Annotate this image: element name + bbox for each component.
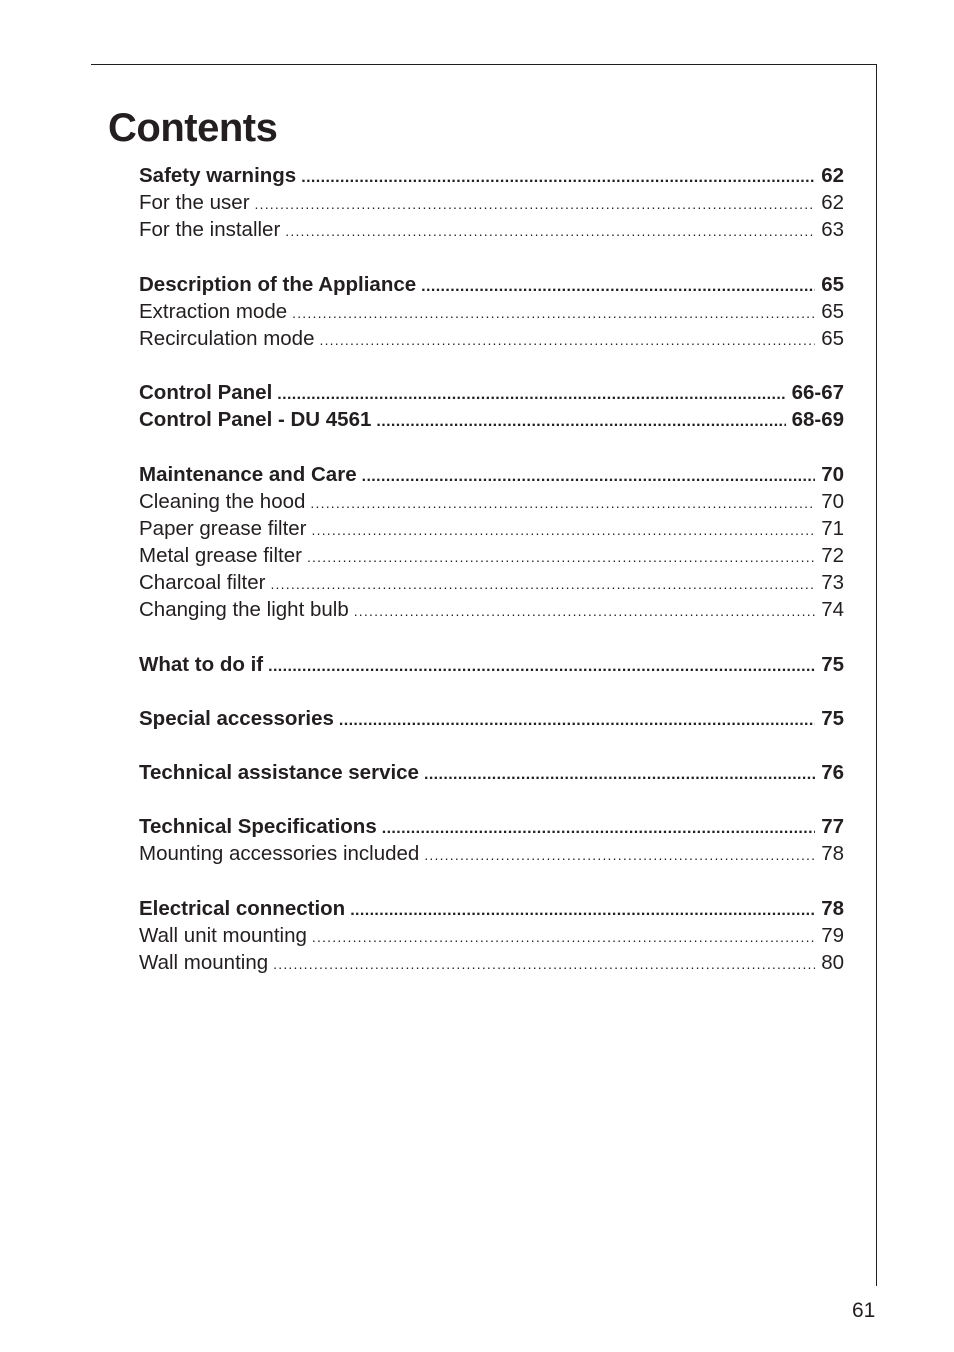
toc-subentry[interactable] xyxy=(139,842,844,869)
toc-heading-entry[interactable] xyxy=(139,408,844,435)
toc-entry-page: 62 xyxy=(821,164,844,187)
toc-heading-entry[interactable] xyxy=(139,164,844,191)
toc-heading-entry[interactable] xyxy=(139,707,844,734)
toc-subentry[interactable] xyxy=(139,327,844,354)
top-rule xyxy=(91,64,877,65)
toc-entry-label: Technical assistance service xyxy=(139,761,419,784)
dot-leader xyxy=(301,169,815,187)
toc-subentry[interactable] xyxy=(139,517,844,544)
toc-entry-page: 65 xyxy=(821,272,844,296)
dot-leader xyxy=(354,603,815,619)
toc-section xyxy=(139,164,844,246)
toc-entry-page: 75 xyxy=(821,706,844,730)
toc-section xyxy=(139,381,844,435)
toc-subentry[interactable] xyxy=(139,218,844,245)
dot-leader xyxy=(424,847,815,863)
toc-entry-label: Charcoal filter xyxy=(139,571,266,595)
toc-entry-label: Paper grease filter xyxy=(139,516,307,540)
toc-entry-label: Mounting accessories included xyxy=(139,842,420,866)
dot-leader xyxy=(424,766,815,784)
toc-entry-label: For the installer xyxy=(139,218,281,242)
toc-entry-label: Recirculation mode xyxy=(139,326,315,350)
toc-entry-label: Technical Specifications xyxy=(139,815,377,839)
page-title: Contents xyxy=(108,106,278,150)
toc-subentry[interactable] xyxy=(139,490,844,517)
toc-entry-label: Metal grease filter xyxy=(139,544,302,568)
dot-leader xyxy=(285,223,815,239)
dot-leader xyxy=(310,495,815,511)
dot-leader xyxy=(307,549,815,565)
toc-section xyxy=(139,273,844,355)
toc-entry-label: Changing the light bulb xyxy=(139,598,349,622)
toc-entry-label: Control Panel xyxy=(139,381,273,405)
toc-entry-page: 76 xyxy=(821,761,844,784)
toc-entry-label: Electrical connection xyxy=(139,896,346,920)
toc-entry-label: Maintenance and Care xyxy=(139,462,357,486)
dot-leader xyxy=(292,305,815,321)
toc-subentry[interactable] xyxy=(139,544,844,571)
toc-entry-page: 65 xyxy=(821,326,844,350)
toc-subentry[interactable] xyxy=(139,924,844,951)
dot-leader xyxy=(255,196,816,212)
toc-entry-page: 77 xyxy=(821,815,844,839)
toc-entry-label: Cleaning the hood xyxy=(139,489,306,513)
toc-entry-page: 71 xyxy=(821,516,844,540)
toc-entry-page: 70 xyxy=(821,489,844,513)
toc-entry-page: 78 xyxy=(821,896,844,920)
dot-leader xyxy=(268,658,815,676)
toc-heading-entry[interactable] xyxy=(139,761,844,788)
toc-entry-page: 79 xyxy=(821,923,844,947)
toc-entry-page: 72 xyxy=(821,544,844,568)
toc-entry-page: 73 xyxy=(821,571,844,595)
dot-leader xyxy=(277,386,785,404)
dot-leader xyxy=(312,929,815,945)
toc-section xyxy=(139,707,844,734)
toc-subentry[interactable] xyxy=(139,571,844,598)
toc-entry-label: Wall unit mounting xyxy=(139,923,307,947)
side-rule xyxy=(876,64,877,1286)
toc-entry-label: What to do if xyxy=(139,652,264,676)
toc-heading-entry[interactable] xyxy=(139,653,844,680)
dot-leader xyxy=(350,902,815,920)
toc-section xyxy=(139,897,844,979)
toc-entry-label: Safety warnings xyxy=(139,164,297,187)
toc-entry-label: Extraction mode xyxy=(139,299,288,323)
dot-leader xyxy=(382,820,815,838)
dot-leader xyxy=(270,576,815,592)
dot-leader xyxy=(376,413,785,431)
dot-leader xyxy=(312,522,816,538)
toc-entry-page: 75 xyxy=(821,652,844,676)
dot-leader xyxy=(339,712,815,730)
toc-entry-label: Control Panel - DU 4561 xyxy=(139,408,372,432)
toc-entry-page: 63 xyxy=(821,218,844,242)
toc-entry-label: For the user xyxy=(139,191,250,215)
toc-entry-page: 66-67 xyxy=(791,381,844,405)
toc-subentry[interactable] xyxy=(139,951,844,978)
toc-subentry[interactable] xyxy=(139,191,844,218)
page-number: 61 xyxy=(852,1299,876,1322)
toc-section xyxy=(139,463,844,626)
dot-leader xyxy=(273,956,815,972)
toc-entry-page: 78 xyxy=(821,842,844,866)
toc-section xyxy=(139,653,844,680)
toc-entry-page: 70 xyxy=(821,462,844,486)
toc-entry-page: 80 xyxy=(821,950,844,974)
dot-leader xyxy=(319,332,815,348)
toc-subentry[interactable] xyxy=(139,598,844,625)
toc-entry-page: 74 xyxy=(821,598,844,622)
table-of-contents xyxy=(139,164,844,1005)
toc-entry-label: Wall mounting xyxy=(139,950,269,974)
toc-entry-label: Description of the Appliance xyxy=(139,272,417,296)
dot-leader xyxy=(421,278,815,296)
toc-section xyxy=(139,815,844,869)
toc-section xyxy=(139,761,844,788)
toc-heading-entry[interactable] xyxy=(139,463,844,490)
toc-heading-entry[interactable] xyxy=(139,897,844,924)
toc-entry-page: 68-69 xyxy=(791,408,844,432)
toc-entry-page: 62 xyxy=(821,191,844,215)
toc-entry-page: 65 xyxy=(821,299,844,323)
toc-heading-entry[interactable] xyxy=(139,381,844,408)
toc-entry-label: Special accessories xyxy=(139,706,334,730)
toc-heading-entry[interactable] xyxy=(139,273,844,300)
toc-heading-entry[interactable] xyxy=(139,815,844,842)
dot-leader xyxy=(362,468,816,486)
toc-subentry[interactable] xyxy=(139,300,844,327)
